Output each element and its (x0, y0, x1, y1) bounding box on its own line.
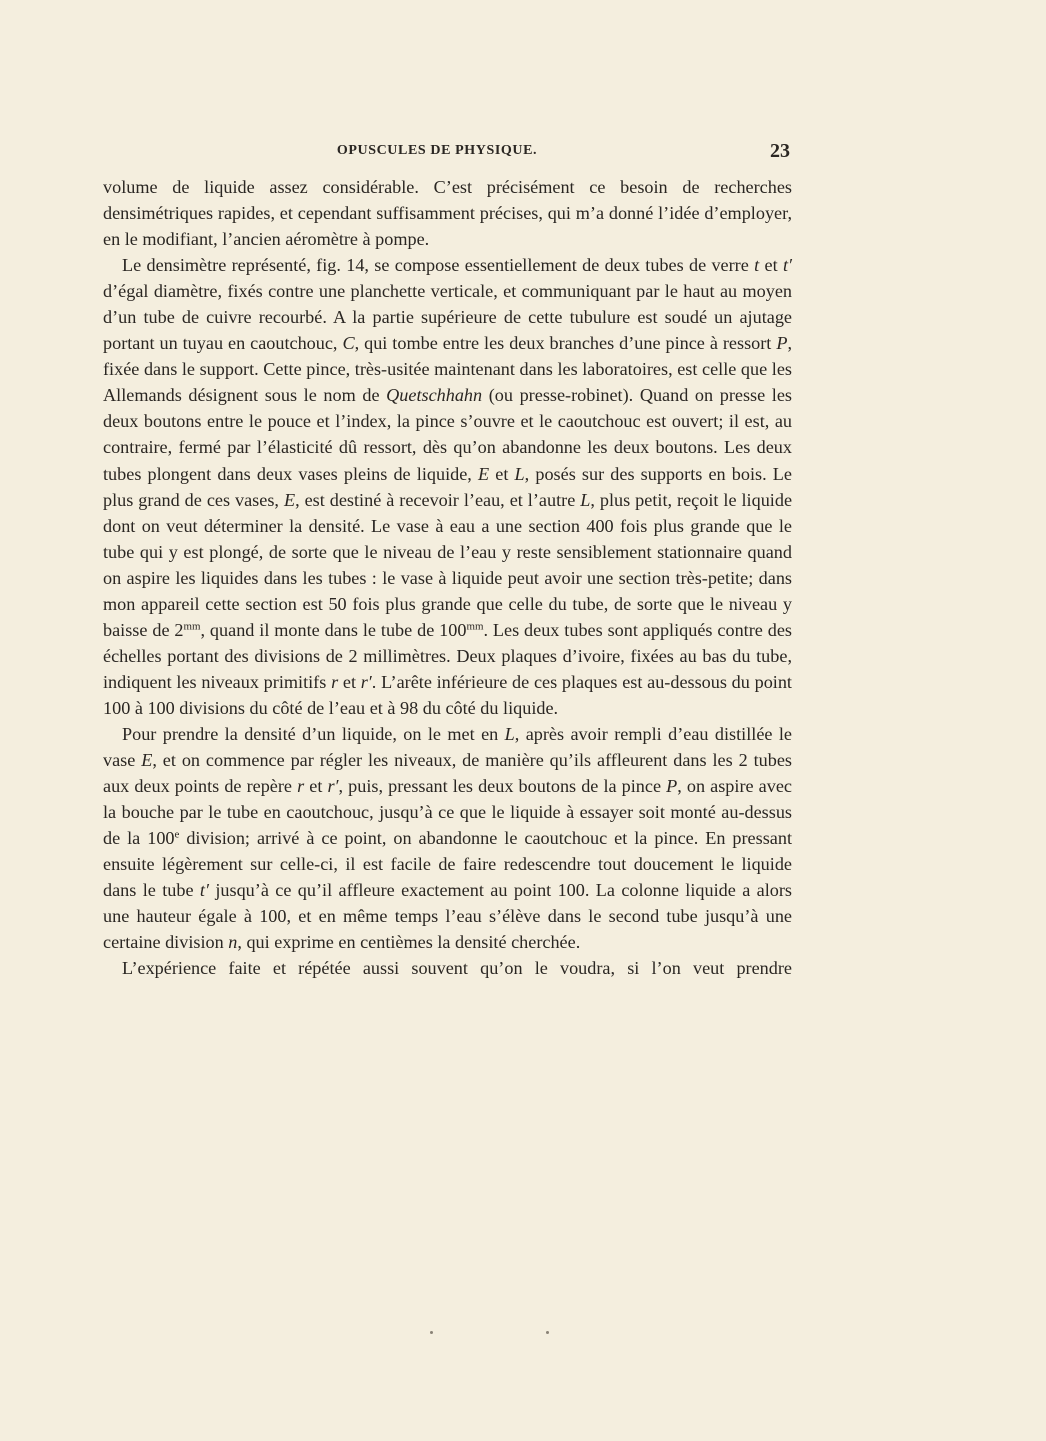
text-run: (ou presse-robinet). Quand on presse les deux boutons entre le pouce et l’index, la pince s’ouvre et le caoutchouc est ouvert; il est, au contraire, fermé par l’élasticité dû ressort, dès qu’on abandonne les deux boutons. Les deux tubes plongent dans deux vases pleins de liquide, (103, 385, 792, 484)
italic-symbol: P (776, 333, 788, 354)
superscript: mm (183, 620, 201, 633)
italic-symbol: r (331, 671, 339, 692)
text-run: d’égal diamètre, fixés contre une planchette verticale, et communiquant par le haut au moyen d’un tube de cuivre recourbé. A la partie supérieure de cette tubulure est soudé un ajutage portant un tuyau en caoutchouc, (103, 281, 792, 354)
paragraph-2 (103, 252, 792, 721)
running-title: OPUSCULES DE PHYSIQUE. (336, 143, 538, 158)
italic-symbol: L (514, 463, 525, 484)
italic-symbol: n (228, 932, 238, 953)
text-run: , quand il monte dans le tube de 100 (200, 619, 467, 640)
text-run: , puis, pressant les deux boutons de la pince (338, 776, 667, 797)
text-run: . Les deux tubes sont appliqués contre des échelles portant des divisions de 2 millimètres. Deux plaques d’ivoire, fixées au bas du tube, indiquent les niveaux primitifs (103, 619, 792, 692)
body-text (103, 174, 792, 981)
text-run: L’expérience faite et répétée aussi souvent qu’on le voudra, si l’on veut prendre (122, 958, 792, 979)
text-run: Le densimètre représenté, fig. 14, se compose essentiellement de deux tubes de verre (122, 255, 755, 276)
italic-symbol: r′ (327, 776, 339, 797)
italic-symbol: L (504, 723, 515, 744)
text-run: Pour prendre la densité d’un liquide, on le met en (122, 723, 505, 744)
italic-symbol: r′ (360, 671, 372, 692)
text-run: jusqu’à ce qu’il affleure exactement au point 100. La colonne liquide a alors une hauteur égale à 100, et en même temps l’eau s’élève dans le second tube jusqu’à une certaine division (103, 880, 793, 953)
paragraph-4 (103, 955, 792, 981)
text-run: et (489, 463, 515, 484)
italic-symbol: C (342, 333, 355, 354)
text-run: . L’arête inférieure de ces plaques est au-dessous du point 100 à 100 divisions du côté de l’eau et à 98 du côté du liquide. (103, 671, 792, 718)
text-run: et (304, 776, 328, 797)
text-run: et (759, 255, 783, 276)
text-run: , est destiné à recevoir l’eau, et l’autre (295, 489, 581, 510)
text-run: , posés sur des supports en bois. Le plus grand de ces vases, (103, 463, 792, 510)
text-run: , qui tombe entre les deux branches d’une pince à ressort (354, 333, 777, 354)
italic-symbol: t′ (782, 255, 792, 276)
text-run: , on aspire avec la bouche par le tube en caoutchouc, jusqu’à ce que le liquide à essayer soit monté au-dessus de la 100 (103, 776, 792, 849)
italic-symbol: E (477, 463, 490, 484)
page-number: 23 (770, 140, 790, 162)
italic-symbol: t′ (199, 880, 209, 901)
italic-symbol: t (754, 255, 760, 276)
text-run: , plus petit, reçoit le liquide dont on veut déterminer la densité. Le vase à eau a une section 400 fois plus grande que le tube qui y est plongé, de sorte que le niveau de l’eau y reste sensiblement stationnaire quand on aspire les liquides dans les tubes : le vase à liquide peut avoir une section très-petite; dans mon appareil cette section est 50 fois plus grande que celle du tube, de sorte que le niveau y baisse de 2 (103, 489, 793, 640)
text-run: division; arrivé à ce point, on abandonne le caoutchouc et la pince. En pressant ensuite légèrement sur celle-ci, il est facile de faire redescendre tout doucement le liquide dans le tube (103, 828, 792, 901)
text-run: , après avoir rempli d’eau distillée le vase (103, 723, 792, 771)
paragraph-1 (103, 174, 792, 252)
text-run: , et on commence par régler les niveaux, de manière qu’ils affleurent dans les 2 tubes aux deux points de repère (103, 750, 792, 797)
italic-symbol: r (297, 776, 305, 797)
page-header (102, 140, 792, 167)
superscript: mm (466, 620, 484, 633)
italic-symbol: Quetschhahn (386, 385, 483, 406)
italic-symbol: E (283, 489, 296, 510)
paragraph-3 (103, 721, 792, 955)
text-run: , qui exprime en centièmes la densité cherchée. (237, 932, 581, 953)
paper-speck (430, 1331, 433, 1334)
italic-symbol: E (141, 750, 153, 771)
text-run: et (338, 671, 361, 692)
paper-speck (546, 1331, 549, 1334)
text-run: , fixée dans le support. Cette pince, très-usitée maintenant dans les laboratoires, est celle que les Allemands désignent sous le nom de (103, 333, 792, 406)
italic-symbol: P (666, 776, 678, 797)
italic-symbol: L (580, 489, 591, 510)
superscript: e (174, 828, 180, 841)
text-run: volume de liquide assez considérable. C’est précisément ce besoin de recherches densimétriques rapides, et cependant suffisamment précises, qui m’a donné l’idée d’employer, en le modifiant, l’ancien aéromètre à pompe. (103, 177, 792, 250)
